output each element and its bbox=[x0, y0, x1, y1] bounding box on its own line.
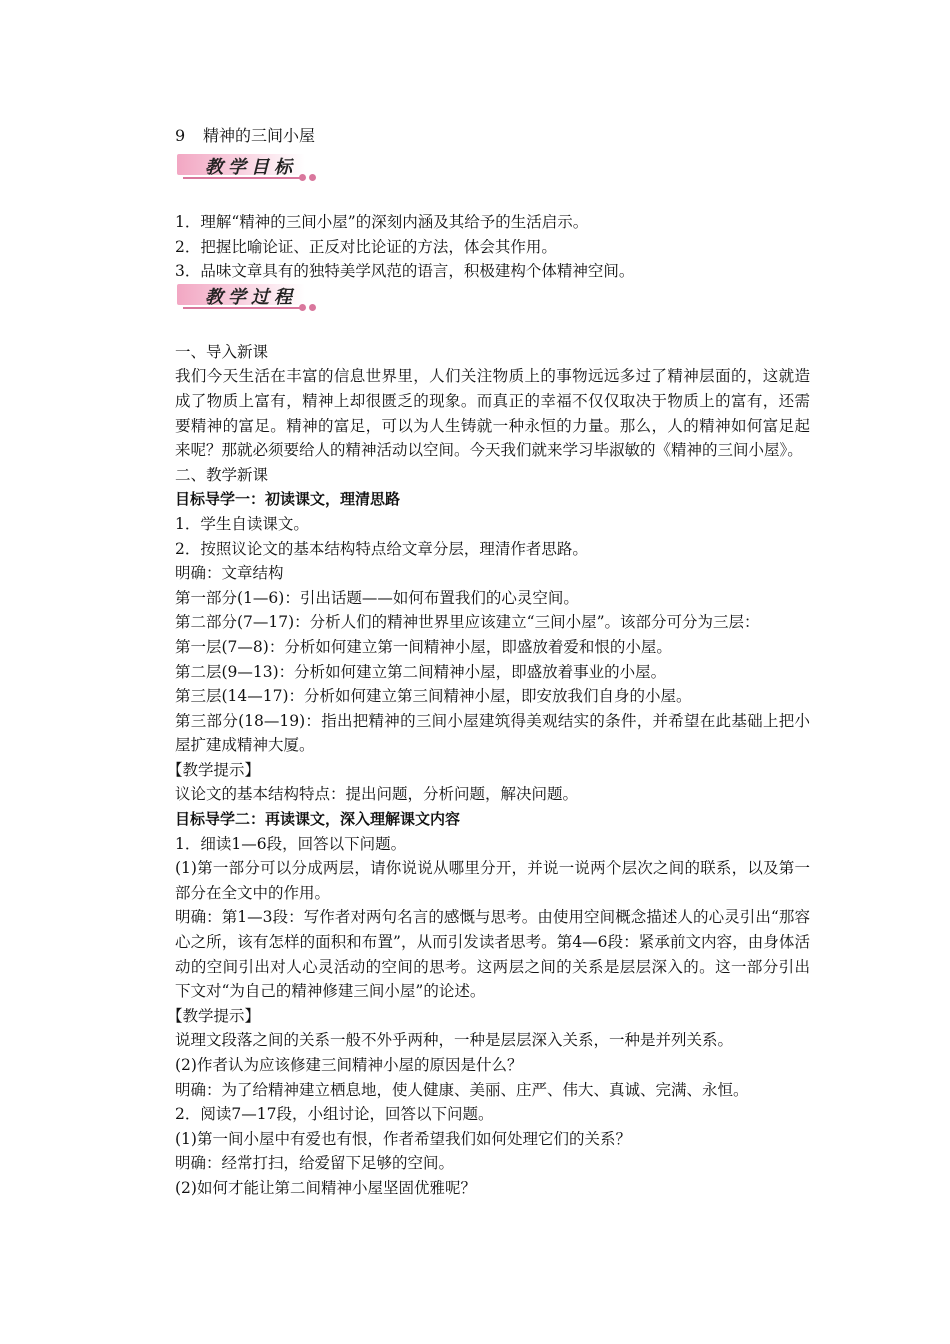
teaching-tip-2-text: 说理文段落之间的关系一般不外乎两种，一种是层层深入关系，一种是并列关系。 bbox=[175, 1031, 734, 1050]
goal2-question-3: (1)第一间小屋中有爱也有恨，作者希望我们如何处理它们的关系？ bbox=[175, 1129, 631, 1148]
goal2-item-1: 1．细读1—6段，回答以下问题。 bbox=[175, 834, 407, 853]
lesson-title-text: 精神的三间小屋 bbox=[203, 126, 316, 145]
goal1-item-1: 1．学生自读课文。 bbox=[175, 514, 309, 533]
structure-part-2: 第二部分(7—17)：分析人们的精神世界里应该建立“三间小屋”。该部分可分为三层： bbox=[175, 613, 760, 632]
goal-item-2: 2．把握比喻论证、正反对比论证的方法，体会其作用。 bbox=[175, 237, 557, 256]
goal2-item-2: 2．阅读7—17段，小组讨论，回答以下问题。 bbox=[175, 1105, 494, 1124]
goal2-answer-2: 明确：为了给精神建立栖息地，使人健康、美丽、庄严、伟大、真诚、完满、永恒。 bbox=[175, 1080, 749, 1099]
teaching-tip-1-label: 【教学提示】 bbox=[167, 760, 261, 779]
structure-layer-2: 第二层(9—13)：分析如何建立第二间精神小屋，即盛放着事业的小屋。 bbox=[175, 662, 667, 681]
goal2-answer-1: 明确：第1—3段：写作者对两句名言的感慨与思考。由使用空间概念描述人的心灵引出“那容心之所，该有怎样的面积和布置”，从而引发读者思考。第4—6段：紧承前文内容，由身体活动的空间引出对人心灵活动的空间的思考。这两层之间的关系是层层深入的。这一部分引出下文对“为自己的精神修建三间小屋”的论述。 bbox=[175, 908, 810, 1001]
intro-text: 我们今天生活在丰富的信息世界里，人们关注物质上的事物远远多过了精神层面的，这就造成了物质上富有，精神上却很匮乏的现象。而真正的幸福不仅仅取决于物质上的富有，还需要精神的富足。精神的富足，可以为人生铸就一种永恒的力量。那么，人的精神如何富足起来呢？那就必须要给人的精神活动以空间。今天我们就来学习毕淑敏的《精神的三间小屋》。 bbox=[175, 367, 810, 460]
goal2-question-4: (2)如何才能让第二间精神小屋坚固优雅呢？ bbox=[175, 1178, 476, 1197]
goal1-item-2: 2．按照议论文的基本结构特点给文章分层，理清作者思路。 bbox=[175, 539, 588, 558]
goal-item-1: 1．理解“精神的三间小屋”的深刻内涵及其给予的生活启示。 bbox=[175, 213, 589, 231]
structure-layer-1: 第一层(7—8)：分析如何建立第一间精神小屋，即盛放着爱和恨的小屋。 bbox=[175, 637, 672, 656]
lesson-title bbox=[175, 124, 810, 148]
structure-part-1: 第一部分(1—6)：引出话题——如何布置我们的心灵空间。 bbox=[175, 588, 579, 607]
goals-banner-label: 教学目标 bbox=[205, 157, 297, 178]
lesson-number: 9 bbox=[175, 126, 186, 145]
process-banner bbox=[175, 280, 810, 316]
goal2-question-2: (2)作者认为应该修建三间精神小屋的原因是什么？ bbox=[175, 1056, 523, 1074]
goal2-question-1: (1)第一部分可以分成两层，请你说说从哪里分开，并说一说两个层次之间的联系，以及第一部分在全文中的作用。 bbox=[175, 859, 810, 902]
structure-part-3: 第三部分(18—19)：指出把精神的三间小屋建筑得美观结实的条件，并希望在此基础上把小屋扩建成精神大厦。 bbox=[175, 711, 810, 755]
teaching-tip-2-label: 【教学提示】 bbox=[167, 1006, 261, 1025]
structure-layer-3: 第三层(14—17)：分析如何建立第三间精神小屋，即安放我们自身的小屋。 bbox=[175, 687, 692, 706]
goal2-answer-3: 明确：经常打扫，给爱留下足够的空间。 bbox=[175, 1154, 455, 1173]
teaching-tip-1-text: 议论文的基本结构特点：提出问题，分析问题，解决问题。 bbox=[175, 785, 579, 804]
goal-item-3: 3．品味文章具有的独特美学风范的语言，积极建构个体精神空间。 bbox=[175, 262, 635, 281]
document-page bbox=[167, 124, 810, 1201]
goal-guide-2: 目标导学二：再读课文，深入理解课文内容 bbox=[175, 810, 461, 829]
new-lesson-heading: 二、教学新课 bbox=[175, 465, 269, 484]
intro-heading: 一、导入新课 bbox=[175, 342, 269, 361]
goal1-clarify: 明确：文章结构 bbox=[175, 564, 284, 583]
process-banner-label: 教学过程 bbox=[205, 286, 297, 308]
goals-banner bbox=[175, 150, 810, 186]
goal-guide-1: 目标导学一：初读课文，理清思路 bbox=[175, 490, 401, 509]
